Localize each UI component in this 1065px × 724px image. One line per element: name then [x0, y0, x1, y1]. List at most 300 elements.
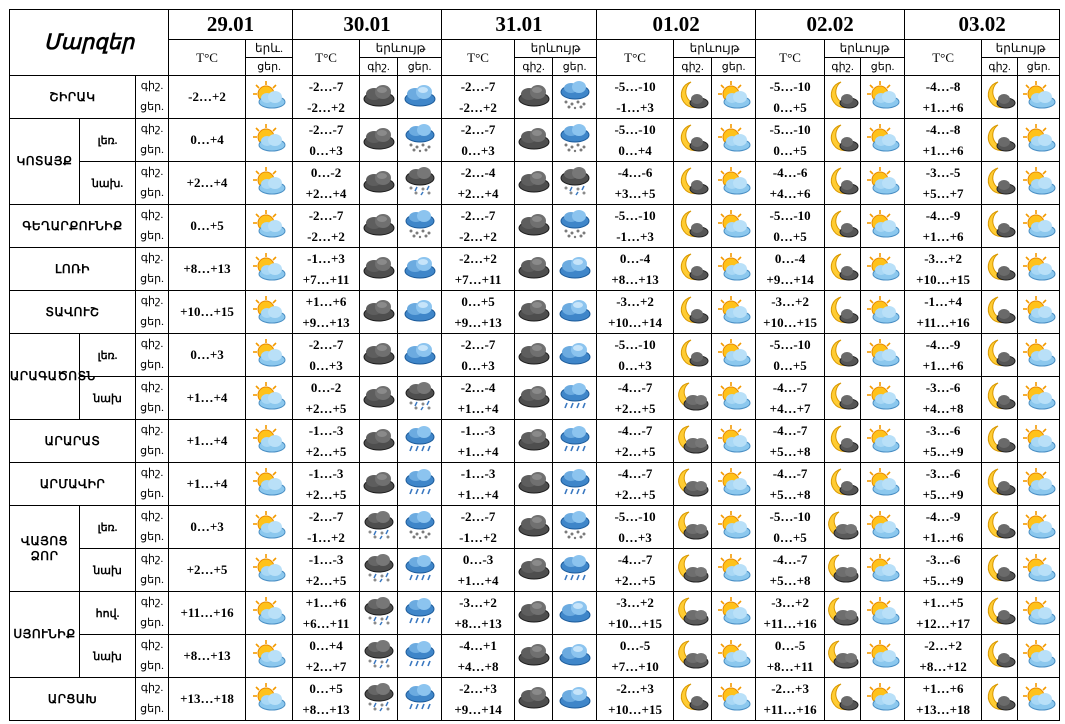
- night-temperature: -5…-10: [769, 122, 811, 137]
- night-label: գիշ.: [140, 166, 164, 178]
- sun-behind-cloud-icon: [861, 76, 905, 119]
- temperature-range: [597, 420, 674, 463]
- temperature-range: [442, 592, 515, 635]
- day-temperature: +2…+7: [305, 659, 347, 674]
- rain-cloud-icon: [398, 420, 442, 463]
- night-temperature: -4…-7: [772, 423, 808, 438]
- night-temperature: -4…+1: [459, 638, 497, 653]
- crescent-moon-icon: [825, 338, 860, 373]
- day-label: ցեր.: [140, 660, 164, 672]
- day-temperature: 0…+3: [461, 358, 495, 373]
- crescent-moon-icon: [982, 248, 1018, 291]
- temperature-range: [293, 463, 360, 506]
- sun-behind-cloud-icon: [712, 248, 756, 291]
- night-temperature: -5…-10: [614, 337, 656, 352]
- day-temperature: +8…+13: [169, 248, 246, 291]
- day-temperature: +2…+5: [614, 444, 656, 459]
- temperature-range: [905, 678, 982, 721]
- sun-behind-cloud-icon: [712, 678, 756, 721]
- night-temperature: -2…-7: [460, 79, 496, 94]
- night-temperature: +1…+6: [305, 294, 347, 309]
- temperature-range: [905, 76, 982, 119]
- day-label: ցեր.: [140, 445, 164, 457]
- blue-cloud-icon: [553, 592, 597, 635]
- night-temperature: -2…-7: [460, 122, 496, 137]
- day-temperature: -1…+2: [459, 530, 497, 545]
- day-temperature: +11…+16: [916, 315, 970, 330]
- crescent-moon-icon: [825, 291, 861, 334]
- crescent-moon-icon: [982, 252, 1017, 287]
- sun-behind-cloud-icon: [861, 678, 905, 721]
- temperature-range: [293, 678, 360, 721]
- day-temperature: +9…+13: [454, 315, 502, 330]
- sun-behind-cloud-icon: [1018, 467, 1059, 502]
- blue-cloud-icon: [553, 291, 597, 334]
- day-temperature: -1…+3: [616, 229, 654, 244]
- dark-cloud-icon: [515, 211, 552, 242]
- night-day-labels: [136, 420, 169, 463]
- day-temperature: +5…+9: [922, 487, 964, 502]
- sun-behind-cloud-icon: [712, 162, 756, 205]
- night-label: գիշ.: [140, 381, 164, 393]
- crescent-moon-icon: [825, 678, 861, 721]
- temperature-range: [597, 162, 674, 205]
- night-temperature: -2…-4: [460, 380, 496, 395]
- sun-behind-cloud-icon: [1018, 463, 1060, 506]
- region-name: ԱՐՄԱՎԻՐ: [10, 463, 136, 506]
- sun-behind-cloud-icon: [1018, 510, 1059, 545]
- sun-behind-cloud-icon: [1018, 209, 1059, 244]
- night-temperature: 0…-4: [619, 251, 651, 266]
- sun-behind-cloud-icon: [246, 205, 293, 248]
- temperature-range: [905, 248, 982, 291]
- sun-behind-cloud-icon: [1018, 424, 1059, 459]
- blue-cloud-icon: [398, 248, 442, 291]
- night-temperature: -4…-7: [617, 380, 653, 395]
- temperature-range: [597, 334, 674, 377]
- snow-cloud-icon: [553, 506, 597, 549]
- sun-behind-cloud-icon: [861, 463, 905, 506]
- temperature-range: [442, 291, 515, 334]
- sun-behind-cloud-icon: [712, 506, 756, 549]
- crescent-moon-icon: [982, 377, 1018, 420]
- temp-header: T°C: [293, 40, 360, 76]
- night-temperature: 0…+5: [461, 294, 495, 309]
- sleet-cloud-icon: [553, 166, 596, 201]
- day-temperature: -2…+2: [307, 100, 345, 115]
- sun-behind-cloud-icon: [246, 549, 293, 592]
- sun-behind-cloud-icon: [861, 592, 905, 635]
- night-temperature: -3…+2: [616, 595, 654, 610]
- dark-cloud-icon: [515, 254, 552, 285]
- sun-behind-cloud-icon: [861, 205, 905, 248]
- temperature-range: [905, 463, 982, 506]
- day-temperature: +5…+8: [769, 487, 811, 502]
- sleet-cloud-icon: [398, 381, 441, 416]
- blue-cloud-icon: [398, 76, 442, 119]
- sun-behind-cloud-icon: [861, 381, 904, 416]
- temperature-range: [905, 334, 982, 377]
- moon-behind-cloud-icon: [674, 553, 711, 588]
- sun-behind-cloud-icon: [1018, 162, 1060, 205]
- day-temperature: -2…+2: [459, 229, 497, 244]
- table-row: [10, 119, 1060, 162]
- crescent-moon-icon: [674, 252, 711, 287]
- night-day-labels: [136, 291, 169, 334]
- day-label: ցեր.: [140, 359, 164, 371]
- night-label: գիշ.: [140, 80, 164, 92]
- night-day-labels: [136, 334, 169, 377]
- day-temperature: 0…+3: [461, 143, 495, 158]
- day-temperature: +2…+5: [305, 401, 347, 416]
- temperature-range: [905, 162, 982, 205]
- night-label: գիշ.: [140, 510, 164, 522]
- day-temperature: +2…+5: [169, 549, 246, 592]
- date-header: 01.02: [597, 10, 756, 40]
- day-label: ցեր.: [140, 273, 164, 285]
- night-label: գիշ.: [140, 209, 164, 221]
- moon-behind-cloud-icon: [674, 592, 712, 635]
- crescent-moon-icon: [982, 381, 1017, 416]
- night-temperature: -5…-10: [614, 208, 656, 223]
- night-temperature: -2…+3: [616, 681, 654, 696]
- sun-behind-cloud-icon: [861, 338, 904, 373]
- temperature-range: [442, 334, 515, 377]
- table-row: [10, 205, 1060, 248]
- table-row: [10, 291, 1060, 334]
- rain-cloud-icon: [398, 549, 442, 592]
- sun-behind-cloud-icon: [712, 119, 756, 162]
- night-temperature: 0…-4: [774, 251, 806, 266]
- crescent-moon-icon: [825, 377, 861, 420]
- night-temperature: -2…+2: [924, 638, 962, 653]
- blue-cloud-icon: [398, 297, 441, 328]
- dark-cloud-icon: [515, 420, 553, 463]
- sun-behind-cloud-icon: [1018, 338, 1059, 373]
- night-temperature: -1…+4: [924, 294, 962, 309]
- day-temperature: +1…+4: [457, 401, 499, 416]
- day-temperature: +8…+13: [169, 635, 246, 678]
- table-row: [10, 592, 1060, 635]
- night-temperature: -2…-7: [308, 208, 344, 223]
- day-temperature: 0…+5: [773, 530, 807, 545]
- moon-behind-cloud-icon: [674, 635, 712, 678]
- sleet-cloud-icon: [398, 377, 442, 420]
- blue-cloud-icon: [553, 340, 596, 371]
- dark-cloud-icon: [515, 463, 553, 506]
- day-temperature: +8…+13: [302, 702, 350, 717]
- temperature-range: [293, 635, 360, 678]
- day-temperature: +13…+18: [169, 678, 246, 721]
- crescent-moon-icon: [825, 162, 861, 205]
- night-temperature: -2…-7: [460, 208, 496, 223]
- crescent-moon-icon: [982, 553, 1017, 588]
- day-temperature: +2…+5: [614, 401, 656, 416]
- day-temperature: +11…+16: [763, 616, 817, 631]
- sun-behind-cloud-icon: [861, 467, 904, 502]
- temperature-range: [293, 119, 360, 162]
- crescent-moon-icon: [825, 463, 861, 506]
- sleet-cloud-icon: [398, 162, 442, 205]
- sun-behind-cloud-icon: [246, 166, 292, 201]
- temp-header: T°C: [597, 40, 674, 76]
- date-header: 03.02: [905, 10, 1060, 40]
- blue-cloud-icon: [553, 678, 597, 721]
- snow-cloud-icon: [398, 123, 441, 158]
- sun-behind-cloud-icon: [712, 682, 755, 717]
- day-temperature: +4…+8: [922, 401, 964, 416]
- night-temperature: 0…-5: [774, 638, 806, 653]
- table-row: [10, 248, 1060, 291]
- day-temperature: +2…+4: [305, 186, 347, 201]
- crescent-moon-icon: [825, 295, 860, 330]
- temperature-range: [442, 162, 515, 205]
- sun-behind-cloud-icon: [861, 162, 905, 205]
- night-temperature: -4…-8: [925, 122, 961, 137]
- sun-behind-cloud-icon: [246, 506, 293, 549]
- sun-behind-cloud-icon: [1018, 377, 1060, 420]
- night-temperature: -4…-9: [925, 337, 961, 352]
- weather-header: երևույթ: [825, 40, 905, 58]
- moon-behind-cloud-icon: [674, 377, 712, 420]
- night-temperature: -2…-7: [460, 509, 496, 524]
- crescent-moon-icon: [825, 424, 860, 459]
- dark-cloud-icon: [515, 506, 553, 549]
- temperature-range: [756, 678, 825, 721]
- night-temperature: -5…-10: [769, 337, 811, 352]
- sun-behind-cloud-icon: [712, 592, 756, 635]
- temperature-range: [756, 119, 825, 162]
- day-label: ցեր.: [140, 144, 164, 156]
- moon-behind-cloud-icon: [825, 549, 861, 592]
- dark-cloud-icon: [515, 635, 553, 678]
- night-temperature: -4…-8: [925, 79, 961, 94]
- temperature-range: [905, 205, 982, 248]
- sun-behind-cloud-icon: [1018, 639, 1059, 674]
- temperature-range: [905, 549, 982, 592]
- temperature-range: [597, 205, 674, 248]
- dark-cloud-icon: [515, 592, 553, 635]
- crescent-moon-icon: [982, 291, 1018, 334]
- sun-behind-cloud-icon: [712, 424, 755, 459]
- day-label: ցեր.: [140, 402, 164, 414]
- day-temperature: +8…+13: [611, 272, 659, 287]
- day-temperature: +7…+11: [302, 272, 350, 287]
- temperature-range: [293, 248, 360, 291]
- moon-behind-cloud-icon: [674, 467, 711, 502]
- region-name: ՏԱՎՈՒՇ: [10, 291, 136, 334]
- sleet-cloud-icon: [398, 166, 441, 201]
- night-temperature: -3…-6: [925, 552, 961, 567]
- sun-behind-cloud-icon: [861, 553, 904, 588]
- night-temperature: -3…+2: [771, 294, 809, 309]
- day-temperature: 0…+4: [169, 119, 246, 162]
- crescent-moon-icon: [674, 162, 712, 205]
- blue-cloud-icon: [553, 297, 596, 328]
- temperature-range: [293, 506, 360, 549]
- night-temperature: -3…-6: [925, 423, 961, 438]
- date-header: 02.02: [756, 10, 905, 40]
- night-day-labels: [136, 678, 169, 721]
- region-part-label: նախ.: [80, 162, 136, 205]
- temp-header: T°C: [169, 40, 246, 76]
- sun-behind-cloud-icon: [712, 334, 756, 377]
- day-temperature: -2…+2: [459, 100, 497, 115]
- sun-behind-cloud-icon: [246, 682, 292, 717]
- dark-cloud-icon: [360, 426, 397, 457]
- sun-behind-cloud-icon: [712, 76, 756, 119]
- day-temperature: +1…+6: [922, 229, 964, 244]
- sun-behind-cloud-icon: [246, 467, 292, 502]
- rain-cloud-icon: [398, 467, 441, 502]
- rain-cloud-icon: [553, 463, 597, 506]
- blue-cloud-icon: [553, 684, 596, 715]
- temperature-range: [597, 506, 674, 549]
- sun-behind-cloud-icon: [246, 424, 292, 459]
- region-name: ԱՐՑԱԽ: [10, 678, 136, 721]
- sleet-cloud-icon: [360, 639, 397, 674]
- sun-behind-cloud-icon: [712, 295, 755, 330]
- sun-behind-cloud-icon: [861, 295, 904, 330]
- night-label: գիշ.: [140, 553, 164, 565]
- blue-cloud-icon: [398, 340, 441, 371]
- day-label: ցեր.: [140, 617, 164, 629]
- region-name: ՇԻՐԱԿ: [10, 76, 136, 119]
- blue-cloud-icon: [553, 641, 596, 672]
- sun-behind-cloud-icon: [246, 420, 293, 463]
- dark-cloud-icon: [515, 340, 552, 371]
- sun-behind-cloud-icon: [1018, 506, 1060, 549]
- day-temperature: 0…+3: [309, 143, 343, 158]
- sun-behind-cloud-icon: [246, 334, 293, 377]
- sun-behind-cloud-icon: [1018, 252, 1059, 287]
- dark-cloud-icon: [360, 254, 397, 285]
- temperature-range: [905, 291, 982, 334]
- day-temperature: +8…+13: [454, 616, 502, 631]
- crescent-moon-icon: [982, 119, 1018, 162]
- night-temperature: -5…-10: [614, 122, 656, 137]
- sun-behind-cloud-icon: [861, 510, 904, 545]
- sun-behind-cloud-icon: [1018, 553, 1059, 588]
- night-subheader: գիշ.: [515, 58, 553, 76]
- sun-behind-cloud-icon: [861, 424, 904, 459]
- snow-cloud-icon: [553, 510, 596, 545]
- day-temperature: +9…+14: [454, 702, 502, 717]
- day-subheader: ցեր.: [246, 58, 293, 76]
- sun-behind-cloud-icon: [861, 635, 905, 678]
- moon-behind-cloud-icon: [674, 510, 711, 545]
- sun-behind-cloud-icon: [712, 205, 756, 248]
- snow-cloud-icon: [398, 205, 442, 248]
- night-temperature: -3…-5: [925, 165, 961, 180]
- day-label: ցեր.: [140, 101, 164, 113]
- night-day-labels: [136, 162, 169, 205]
- sun-behind-cloud-icon: [861, 420, 905, 463]
- rain-cloud-icon: [553, 553, 596, 588]
- sun-behind-cloud-icon: [246, 377, 293, 420]
- temperature-range: [293, 205, 360, 248]
- night-temperature: 0…+5: [309, 681, 343, 696]
- temperature-range: [293, 291, 360, 334]
- temperature-range: [597, 119, 674, 162]
- dark-cloud-icon: [360, 168, 397, 199]
- dark-cloud-icon: [360, 82, 397, 113]
- night-temperature: -2…-7: [308, 122, 344, 137]
- crescent-moon-icon: [982, 123, 1017, 158]
- moon-behind-cloud-icon: [825, 553, 860, 588]
- snow-cloud-icon: [398, 510, 441, 545]
- day-temperature: +9…+14: [766, 272, 814, 287]
- day-label: ցեր.: [140, 574, 164, 586]
- dark-cloud-icon: [515, 125, 552, 156]
- date-header: 30.01: [293, 10, 442, 40]
- table-row: [10, 377, 1060, 420]
- day-temperature: 0…+3: [169, 506, 246, 549]
- table-row: [10, 678, 1060, 721]
- snow-cloud-icon: [398, 506, 442, 549]
- day-temperature: +11…+16: [763, 702, 817, 717]
- sleet-cloud-icon: [553, 162, 597, 205]
- day-label: ցեր.: [140, 488, 164, 500]
- forecast-table: [9, 9, 1060, 721]
- sun-behind-cloud-icon: [1018, 682, 1059, 717]
- night-temperature: -5…-10: [614, 79, 656, 94]
- crescent-moon-icon: [982, 295, 1017, 330]
- crescent-moon-icon: [982, 162, 1018, 205]
- temp-header: T°C: [442, 40, 515, 76]
- region-name: ՍՅՈՒՆԻՔ: [10, 592, 80, 678]
- crescent-moon-icon: [982, 682, 1017, 717]
- moon-behind-cloud-icon: [674, 639, 711, 674]
- day-label: ցեր.: [140, 187, 164, 199]
- sun-behind-cloud-icon: [246, 596, 292, 631]
- moon-behind-cloud-icon: [825, 635, 861, 678]
- rain-cloud-icon: [553, 420, 597, 463]
- temperature-range: [293, 334, 360, 377]
- day-temperature: 0…+3: [618, 530, 652, 545]
- day-temperature: +11…+16: [169, 592, 246, 635]
- night-temperature: -4…-6: [772, 165, 808, 180]
- sun-behind-cloud-icon: [1018, 549, 1060, 592]
- day-temperature: 0…+5: [773, 143, 807, 158]
- moon-behind-cloud-icon: [825, 506, 861, 549]
- day-temperature: +3…+5: [614, 186, 656, 201]
- day-temperature: +5…+9: [922, 573, 964, 588]
- crescent-moon-icon: [825, 420, 861, 463]
- sleet-cloud-icon: [360, 592, 398, 635]
- sun-behind-cloud-icon: [861, 119, 905, 162]
- sleet-cloud-icon: [360, 553, 397, 588]
- crescent-moon-icon: [982, 463, 1018, 506]
- crescent-moon-icon: [674, 338, 711, 373]
- sun-behind-cloud-icon: [246, 252, 292, 287]
- temperature-range: [597, 291, 674, 334]
- temperature-range: [293, 592, 360, 635]
- sun-behind-cloud-icon: [712, 381, 755, 416]
- night-temperature: -1…-3: [308, 552, 344, 567]
- blue-cloud-icon: [553, 635, 597, 678]
- crescent-moon-icon: [825, 76, 861, 119]
- rain-cloud-icon: [398, 592, 442, 635]
- snow-cloud-icon: [553, 76, 597, 119]
- crescent-moon-icon: [674, 334, 712, 377]
- temperature-range: [905, 377, 982, 420]
- night-day-labels: [136, 506, 169, 549]
- temperature-range: [293, 377, 360, 420]
- crescent-moon-icon: [825, 209, 860, 244]
- sun-behind-cloud-icon: [246, 119, 293, 162]
- table-row: [10, 334, 1060, 377]
